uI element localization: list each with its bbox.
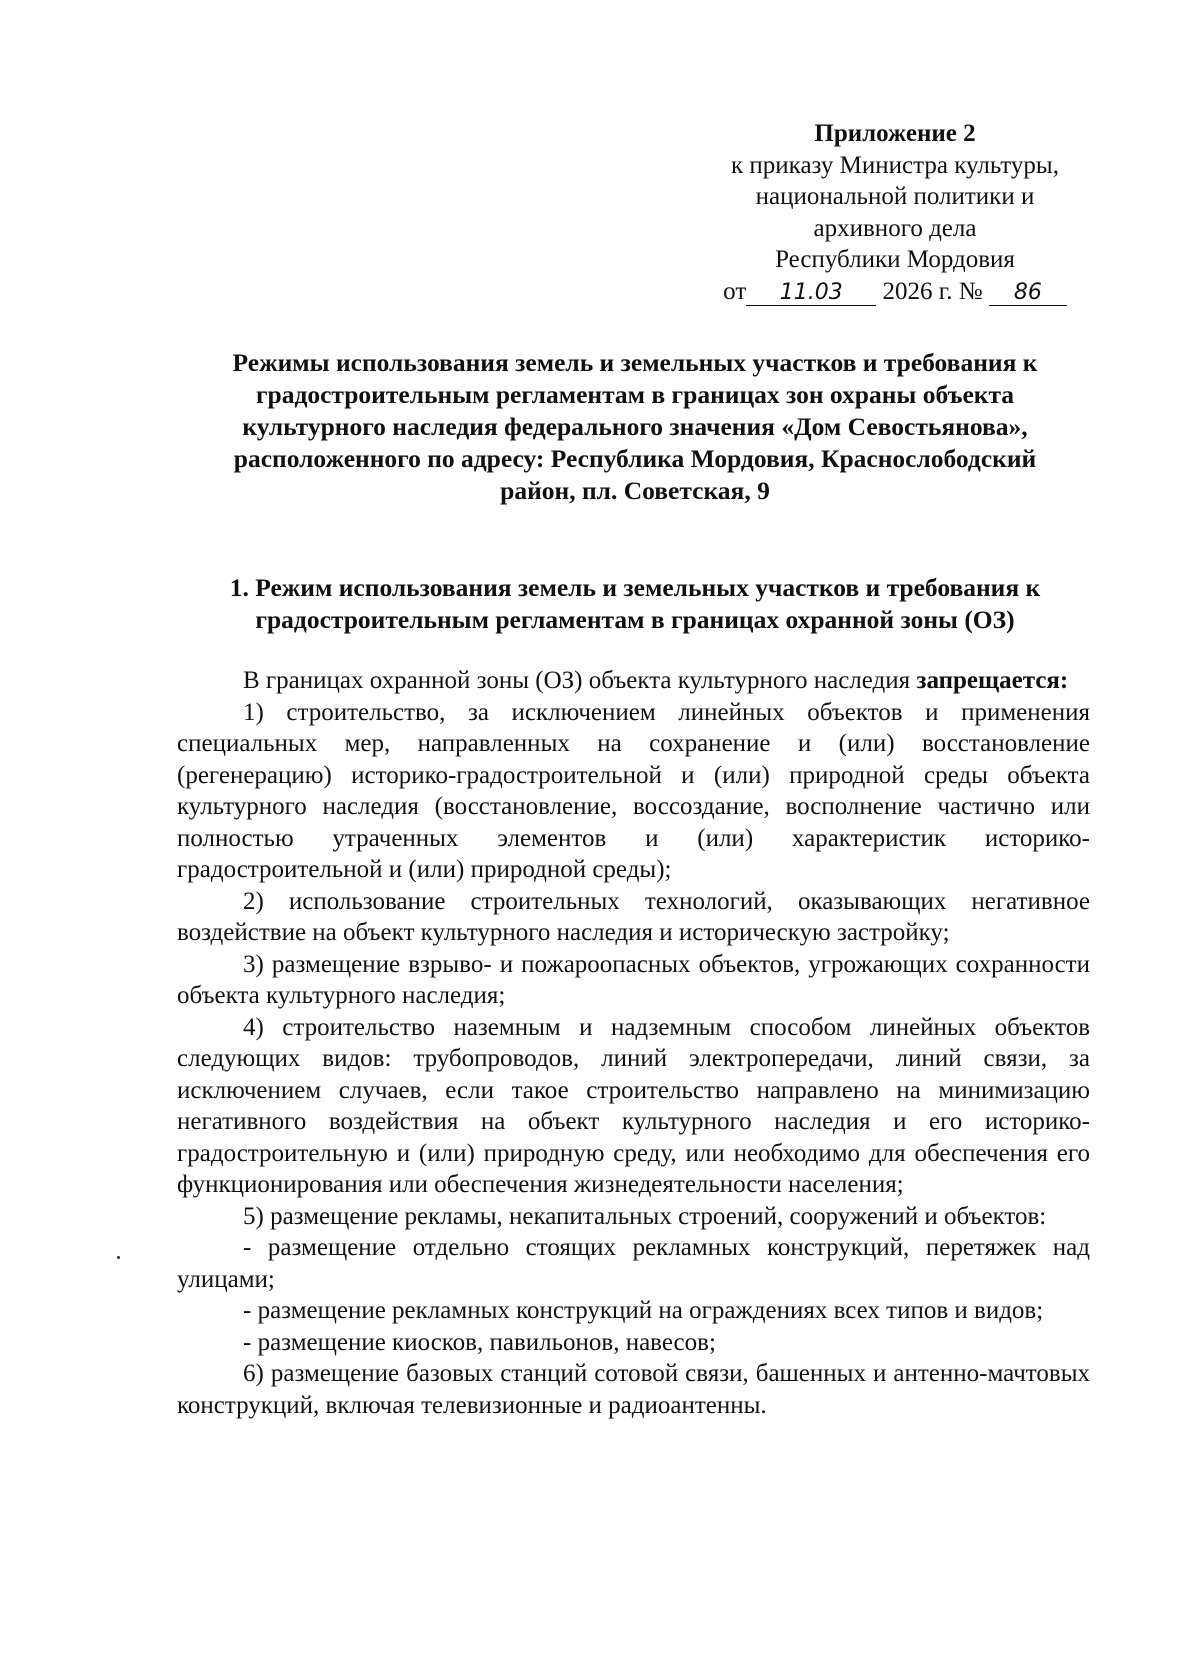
- year-text: 2026 г. №: [882, 277, 983, 305]
- document-title: [200, 347, 1070, 507]
- section-1-title: [180, 572, 1090, 636]
- date-prefix: от: [723, 277, 747, 305]
- appendix-line: архивного дела: [813, 214, 977, 242]
- appendix-line: к приказу Министра культуры,: [731, 151, 1059, 179]
- list-item: 1) строительство, за исключением линейных объектов и применения специальных мер, направленных на сохранение и (или) восстановление (регенерацию) историко-градостроительной и (или) природной среды объекта культурного наследия (восстановление, воссоздание, восполнение частично или полностью утраченных элементов и (или) характеристик историко-градостроительной и (или) природной среды);: [177, 698, 1090, 883]
- document-title-line: расположенного по адресу: Республика Мордовия, Краснослободский: [233, 444, 1037, 473]
- section-title-line: 1. Режим использования земель и земельных участков и требования к: [229, 573, 1041, 602]
- scan-speck: [117, 1256, 120, 1259]
- document-title-line: культурного наследия федерального значения «Дом Севостьянова»,: [242, 412, 1028, 441]
- appendix-block: [700, 118, 1090, 307]
- handwritten-number: 86: [989, 281, 1067, 306]
- list-item: - размещение рекламных конструкций на ограждениях всех типов и видов;: [243, 1297, 1044, 1324]
- document-title-line: градостроительным регламентам в границах зон охраны объекта: [255, 380, 1015, 409]
- list-item: - размещение отдельно стоящих рекламных конструкций, перетяжек над улицами;: [177, 1234, 1090, 1293]
- appendix-title: Приложение 2: [814, 120, 976, 147]
- list-item: 5) размещение рекламы, некапитальных строений, сооружений и объектов:: [243, 1202, 1047, 1230]
- list-item: 2) использование строительных технологий, оказывающих негативное воздействие на объект культурного наследия и историческую застройку;: [177, 887, 1090, 946]
- intro-paragraph: [177, 665, 1090, 697]
- list-item: - размещение киосков, павильонов, навесов;: [243, 1328, 716, 1356]
- order-date-line: [700, 276, 1090, 308]
- appendix-line: национальной политики и: [755, 183, 1035, 210]
- section-title-line: градостроительным регламентам в границах охранной зоны (ОЗ): [255, 605, 1015, 634]
- intro-text: В границах охранной зоны (ОЗ) объекта культурного наследия: [243, 667, 911, 694]
- list-item: 6) размещение базовых станций сотовой связи, башенных и антенно-мачтовых конструкций, включая телевизионные и радиоантенны.: [177, 1360, 1090, 1419]
- handwritten-date: 11.03: [746, 281, 876, 306]
- section-body: [177, 665, 1090, 1421]
- appendix-line: Республики Мордовия: [775, 246, 1015, 273]
- intro-bold: запрещается:: [916, 667, 1069, 694]
- document-title-line: Режимы использования земель и земельных участков и требования к: [232, 348, 1038, 377]
- document-title-line: район, пл. Советская, 9: [500, 476, 770, 505]
- list-item: 4) строительство наземным и надземным способом линейных объектов следующих видов: трубопроводов, линий электропередачи, линий связи, за исключением случаев, если такое строительство направлено на минимизацию негативного воздействия на объект культурного наследия и его историко-градостроительную и (или) природную среду, или необходимо для обеспечения его функционирования или обеспечения жизнедеятельности населения;: [177, 1013, 1090, 1198]
- list-item: 3) размещение взрыво- и пожароопасных объектов, угрожающих сохранности объекта культурного наследия;: [177, 950, 1090, 1009]
